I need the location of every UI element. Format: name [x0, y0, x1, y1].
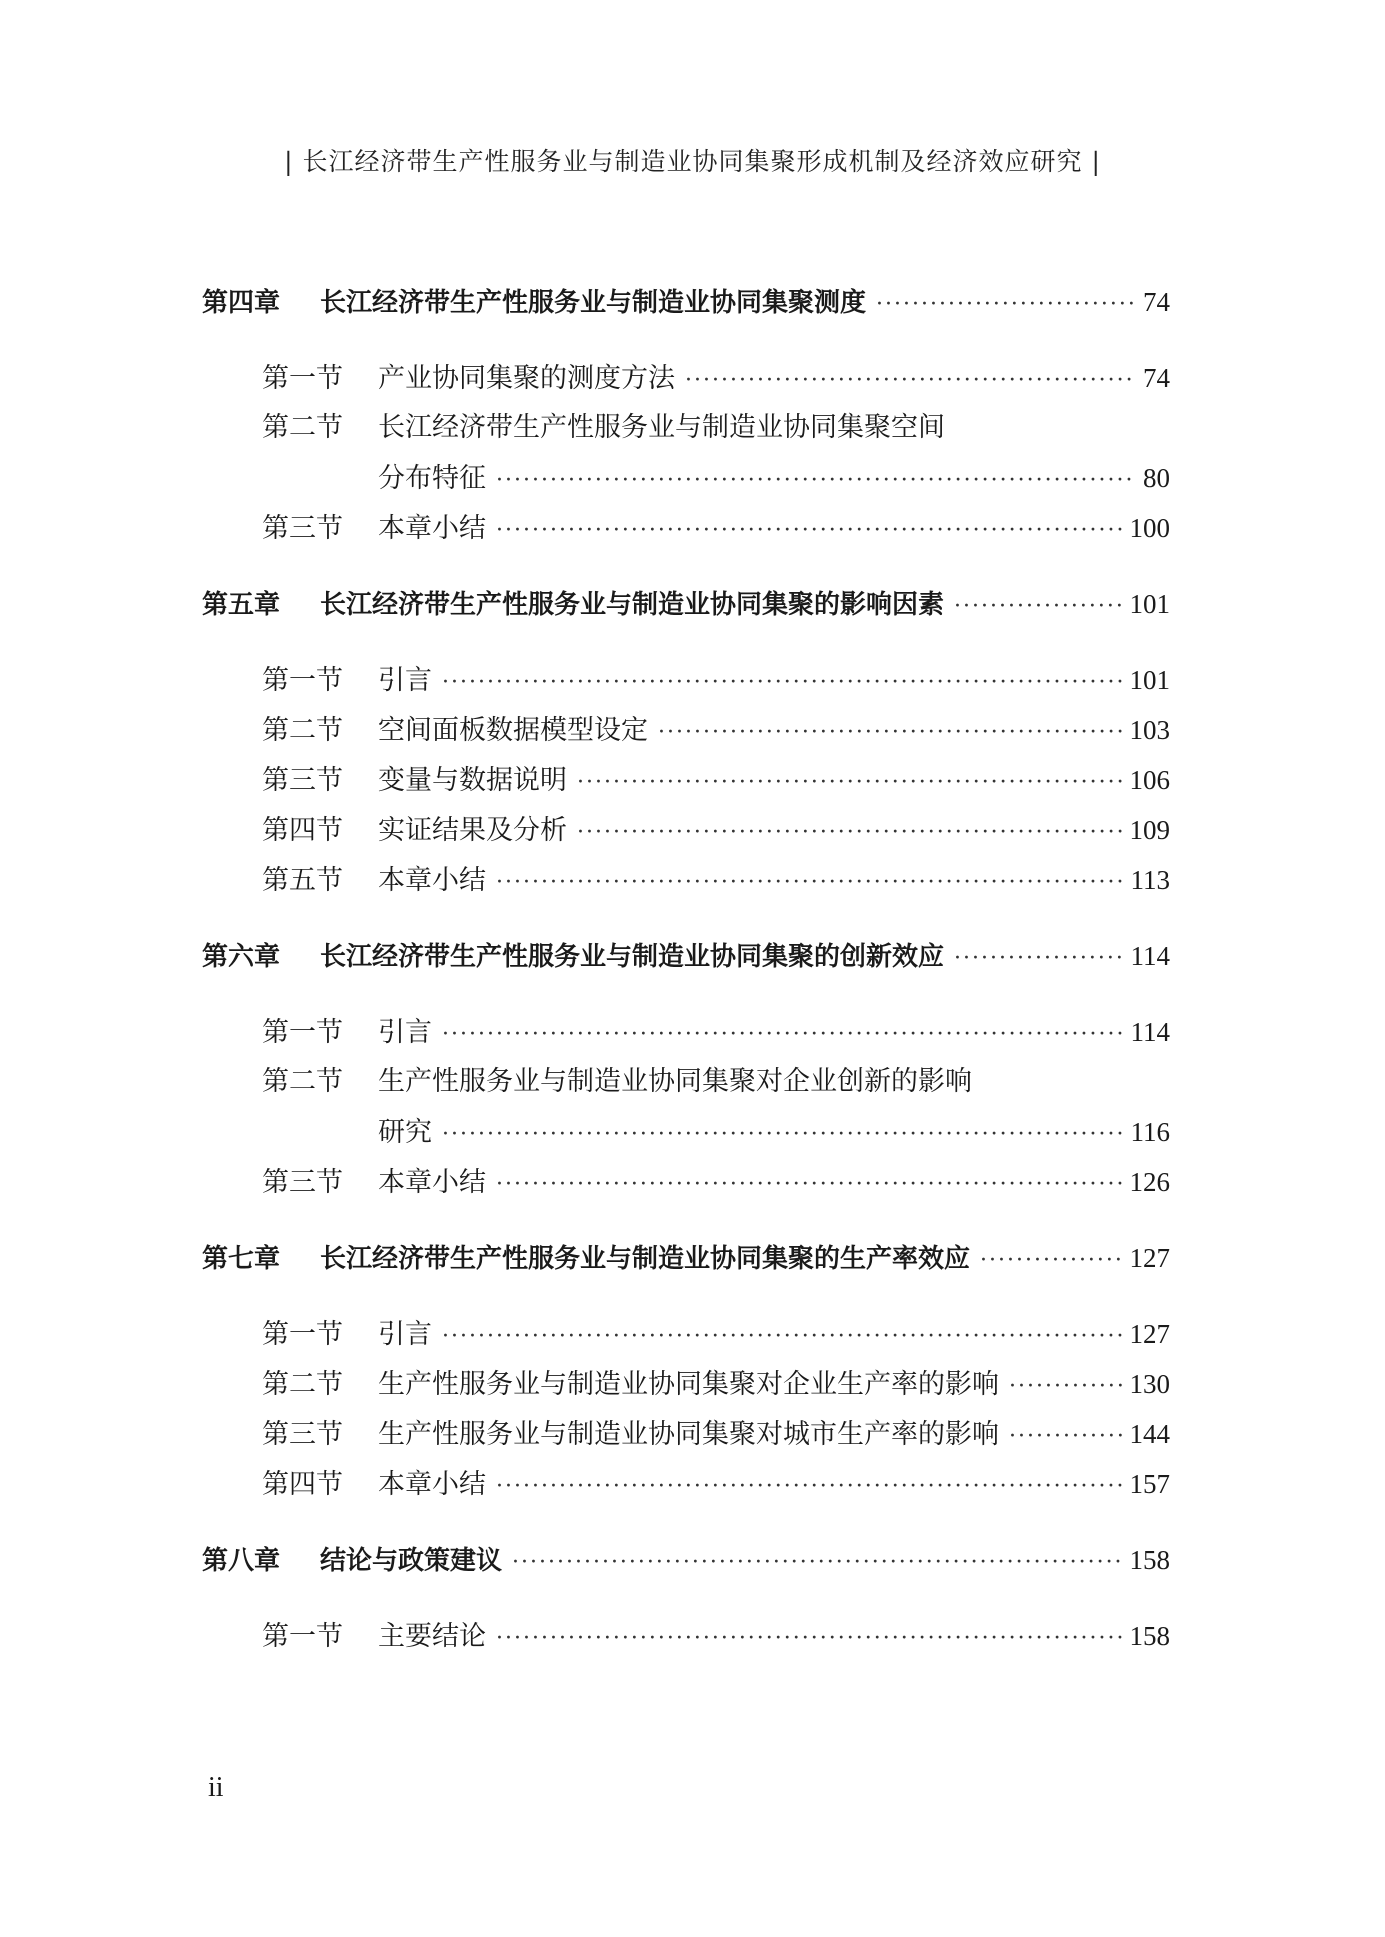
- toc-entry-page: 74: [1143, 363, 1170, 393]
- toc-entry-title: 引言: [378, 1017, 432, 1048]
- toc-chapter-entry[interactable]: [202, 1238, 1170, 1278]
- toc-entry-page: 114: [1130, 1017, 1170, 1047]
- toc-chapter-entry[interactable]: [202, 936, 1170, 976]
- toc-entry-number: 第四节: [262, 1469, 343, 1500]
- toc-entry-page: 113: [1130, 865, 1170, 895]
- toc-leader-dots: [1009, 1417, 1122, 1457]
- toc-entry-page: 126: [1129, 1167, 1170, 1197]
- toc-entry-page: 158: [1129, 1545, 1170, 1575]
- toc-entry-title: 本章小结: [378, 1469, 486, 1500]
- toc-entry-page: 103: [1129, 715, 1170, 745]
- toc-entry-number: 第二节: [262, 715, 343, 746]
- toc-section-entry[interactable]: [262, 760, 1170, 800]
- toc-leader-dots: [876, 285, 1135, 325]
- toc-entry-page: 116: [1130, 1117, 1170, 1147]
- toc-leader-dots: [442, 1015, 1123, 1055]
- toc-entry-continuation[interactable]: [378, 1112, 1170, 1152]
- toc-entry-page: 106: [1129, 765, 1170, 795]
- toc-leader-dots: [658, 713, 1122, 753]
- toc-entry-number: 第五节: [262, 865, 343, 896]
- toc-section-entry[interactable]: [262, 1062, 1170, 1102]
- toc-leader-dots: [442, 663, 1122, 703]
- toc-entry-title: 长江经济带生产性服务业与制造业协同集聚的影响因素: [320, 590, 945, 620]
- toc-entry-number: 第四节: [262, 815, 343, 846]
- toc-leader-dots: [496, 1467, 1122, 1507]
- toc-entry-title: 实证结果及分析: [378, 815, 567, 846]
- toc-entry-title: 长江经济带生产性服务业与制造业协同集聚的生产率效应: [320, 1244, 971, 1274]
- toc-section-entry[interactable]: [262, 1414, 1170, 1454]
- toc-section-entry[interactable]: [262, 660, 1170, 700]
- toc-leader-dots: [496, 511, 1122, 551]
- toc-section-entry[interactable]: [262, 860, 1170, 900]
- toc-section-entry[interactable]: [262, 1314, 1170, 1354]
- toc-entry-title: 研究: [378, 1117, 432, 1148]
- toc-entry-page: 158: [1129, 1621, 1170, 1651]
- toc-entry-title: 本章小结: [378, 865, 486, 896]
- toc-entry-title: 引言: [378, 665, 432, 696]
- toc-leader-dots: [954, 939, 1122, 979]
- toc-entry-number: 第一节: [262, 363, 343, 394]
- toc-entry-number: 第二节: [262, 1066, 343, 1097]
- toc-entry-number: 第二节: [262, 412, 343, 443]
- toc-entry-title: 产业协同集聚的测度方法: [378, 363, 675, 394]
- toc-entry-page: 109: [1129, 815, 1170, 845]
- toc-entry-number: 第七章: [202, 1244, 281, 1274]
- toc-entry-page: 80: [1143, 463, 1170, 493]
- toc-entry-page: 114: [1130, 941, 1170, 971]
- toc-entry-title: 生产性服务业与制造业协同集聚对城市生产率的影响: [378, 1419, 999, 1450]
- toc-leader-dots: [1009, 1367, 1122, 1407]
- toc-section-entry[interactable]: [262, 1616, 1170, 1656]
- toc-leader-dots: [512, 1543, 1121, 1583]
- toc-entry-number: 第五章: [202, 590, 281, 620]
- toc-entry-title: 变量与数据说明: [378, 765, 567, 796]
- toc-entry-number: 第一节: [262, 665, 343, 696]
- toc-entry-number: 第四章: [202, 288, 281, 318]
- toc-entry-title: 空间面板数据模型设定: [378, 715, 648, 746]
- toc-leader-dots: [496, 1165, 1122, 1205]
- toc-entry-number: 第三节: [262, 765, 343, 796]
- toc-section-entry[interactable]: [262, 1012, 1170, 1052]
- toc-entry-page: 74: [1143, 287, 1170, 317]
- running-header: | 长江经济带生产性服务业与制造业协同集聚形成机制及经济效应研究 |: [284, 147, 1101, 176]
- toc-entry-title: 生产性服务业与制造业协同集聚对企业创新的影响: [378, 1066, 972, 1097]
- toc-entry-number: 第一节: [262, 1017, 343, 1048]
- toc-entry-number: 第二节: [262, 1369, 343, 1400]
- toc-leader-dots: [496, 461, 1135, 501]
- toc-section-entry[interactable]: [262, 810, 1170, 850]
- toc-entry-page: 101: [1129, 665, 1170, 695]
- toc-entry-title: 主要结论: [378, 1621, 486, 1652]
- toc-entry-page: 127: [1129, 1243, 1170, 1273]
- toc-entry-title: 结论与政策建议: [320, 1546, 503, 1576]
- toc-entry-number: 第八章: [202, 1546, 281, 1576]
- toc-entry-title: 长江经济带生产性服务业与制造业协同集聚的创新效应: [320, 942, 945, 972]
- toc-section-entry[interactable]: [262, 710, 1170, 750]
- toc-entry-title: 本章小结: [378, 1167, 486, 1198]
- toc-section-entry[interactable]: [262, 408, 1170, 448]
- toc-entry-number: 第三节: [262, 513, 343, 544]
- toc-leader-dots: [442, 1115, 1123, 1155]
- toc-section-entry[interactable]: [262, 358, 1170, 398]
- toc-section-entry[interactable]: [262, 1364, 1170, 1404]
- page-number-folio: ii: [208, 1772, 224, 1803]
- toc-entry-title: 分布特征: [378, 463, 486, 494]
- toc-entry-title: 长江经济带生产性服务业与制造业协同集聚测度: [320, 288, 867, 318]
- toc-leader-dots: [980, 1241, 1121, 1281]
- toc-entry-page: 144: [1129, 1419, 1170, 1449]
- toc-section-entry[interactable]: [262, 1162, 1170, 1202]
- toc-entry-title: 引言: [378, 1319, 432, 1350]
- toc-leader-dots: [496, 1619, 1122, 1659]
- toc-entry-page: 101: [1129, 589, 1170, 619]
- toc-leader-dots: [442, 1317, 1122, 1357]
- toc-entry-title: 长江经济带生产性服务业与制造业协同集聚空间: [378, 412, 945, 443]
- toc-entry-number: 第三节: [262, 1167, 343, 1198]
- toc-leader-dots: [685, 361, 1135, 401]
- toc-section-entry[interactable]: [262, 1464, 1170, 1504]
- toc-chapter-entry[interactable]: [202, 584, 1170, 624]
- toc-entry-number: 第六章: [202, 942, 281, 972]
- toc-entry-title: 本章小结: [378, 513, 486, 544]
- toc-entry-page: 157: [1129, 1469, 1170, 1499]
- toc-entry-title: 生产性服务业与制造业协同集聚对企业生产率的影响: [378, 1369, 999, 1400]
- toc-chapter-entry[interactable]: [202, 1540, 1170, 1580]
- toc-chapter-entry[interactable]: [202, 282, 1170, 322]
- toc-entry-page: 127: [1129, 1319, 1170, 1349]
- toc-entry-page: 100: [1129, 513, 1170, 543]
- toc-entry-number: 第三节: [262, 1419, 343, 1450]
- toc-leader-dots: [954, 587, 1121, 627]
- toc-leader-dots: [577, 813, 1122, 853]
- toc-leader-dots: [496, 863, 1123, 903]
- toc-entry-number: 第一节: [262, 1621, 343, 1652]
- toc-entry-page: 130: [1129, 1369, 1170, 1399]
- toc-entry-continuation[interactable]: [378, 458, 1170, 498]
- toc-leader-dots: [577, 763, 1122, 803]
- toc-section-entry[interactable]: [262, 508, 1170, 548]
- toc-entry-number: 第一节: [262, 1319, 343, 1350]
